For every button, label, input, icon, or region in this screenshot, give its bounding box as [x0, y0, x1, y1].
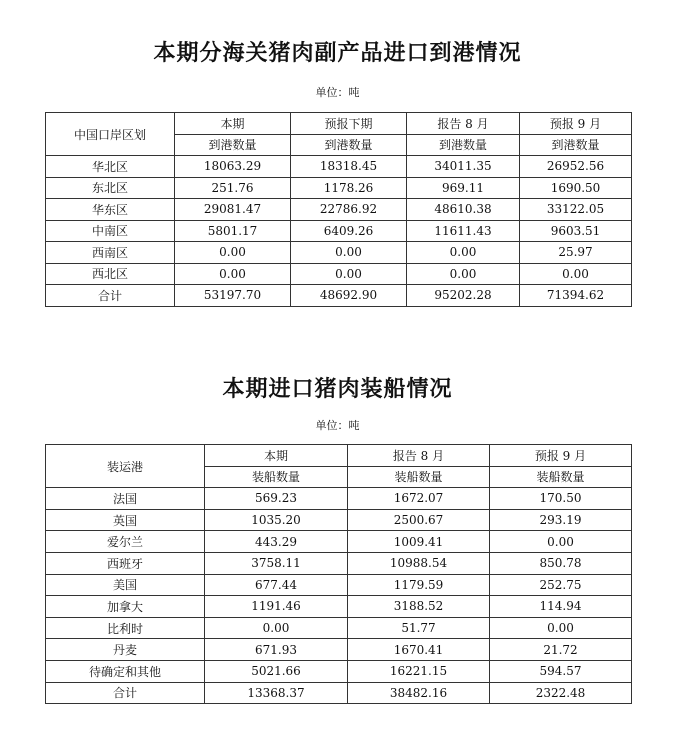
row-label: 加拿大 [46, 596, 205, 618]
arrival-table [45, 112, 632, 307]
value-cell: 13368.37 [205, 682, 348, 704]
row-label: 丹麦 [46, 639, 205, 661]
value-cell: 16221.15 [348, 660, 490, 682]
table-row [46, 509, 632, 531]
value-cell: 1690.50 [520, 177, 632, 199]
col-forecast-sep-header: 预报 9 月 [520, 113, 632, 135]
value-cell: 0.00 [407, 263, 520, 285]
value-cell: 10988.54 [348, 552, 490, 574]
sub-header: 到港数量 [520, 134, 632, 156]
table-row [46, 177, 632, 199]
row-label: 合计 [46, 285, 175, 307]
col-report-aug-header: 报告 8 月 [407, 113, 520, 135]
col-forecast-sep-header: 预报 9 月 [490, 445, 632, 467]
value-cell: 1178.26 [291, 177, 407, 199]
table-row [46, 660, 632, 682]
value-cell: 252.75 [490, 574, 632, 596]
value-cell: 0.00 [175, 263, 291, 285]
sub-header: 装船数量 [490, 466, 632, 488]
shipment-title: 本期进口猪肉装船情况 [222, 377, 453, 402]
value-cell: 29081.47 [175, 199, 291, 221]
value-cell: 114.94 [490, 596, 632, 618]
table-row [46, 263, 632, 285]
value-cell: 22786.92 [291, 199, 407, 221]
value-cell: 677.44 [205, 574, 348, 596]
value-cell: 3188.52 [348, 596, 490, 618]
sub-header: 装船数量 [205, 466, 348, 488]
value-cell: 38482.16 [348, 682, 490, 704]
row-label: 待确定和其他 [46, 660, 205, 682]
value-cell: 2500.67 [348, 509, 490, 531]
value-cell: 1035.20 [205, 509, 348, 531]
value-cell: 33122.05 [520, 199, 632, 221]
value-cell: 48692.90 [291, 285, 407, 307]
row-label: 东北区 [46, 177, 175, 199]
value-cell: 170.50 [490, 488, 632, 510]
value-cell: 293.19 [490, 509, 632, 531]
row-label: 西南区 [46, 242, 175, 264]
value-cell: 3758.11 [205, 552, 348, 574]
value-cell: 34011.35 [407, 156, 520, 178]
col-current-header: 本期 [205, 445, 348, 467]
row-label: 中南区 [46, 220, 175, 242]
table-row [46, 199, 632, 221]
row-label: 美国 [46, 574, 205, 596]
value-cell: 48610.38 [407, 199, 520, 221]
value-cell: 18063.29 [175, 156, 291, 178]
value-cell: 251.76 [175, 177, 291, 199]
value-cell: 1672.07 [348, 488, 490, 510]
value-cell: 594.57 [490, 660, 632, 682]
value-cell: 6409.26 [291, 220, 407, 242]
row-label: 华东区 [46, 199, 175, 221]
sub-header: 装船数量 [348, 466, 490, 488]
value-cell: 11611.43 [407, 220, 520, 242]
value-cell: 0.00 [175, 242, 291, 264]
value-cell: 25.97 [520, 242, 632, 264]
sub-header: 到港数量 [175, 134, 291, 156]
row-label: 英国 [46, 509, 205, 531]
row-label: 华北区 [46, 156, 175, 178]
value-cell: 5021.66 [205, 660, 348, 682]
value-cell: 5801.17 [175, 220, 291, 242]
row-label: 法国 [46, 488, 205, 510]
arrival-title: 本期分海关猪肉副产品进口到港情况 [153, 41, 522, 66]
value-cell: 0.00 [291, 263, 407, 285]
row-label: 西班牙 [46, 552, 205, 574]
value-cell: 850.78 [490, 552, 632, 574]
col-current-header: 本期 [175, 113, 291, 135]
table-row [46, 220, 632, 242]
value-cell: 0.00 [490, 617, 632, 639]
value-cell: 0.00 [205, 617, 348, 639]
table-row [46, 639, 632, 661]
value-cell: 71394.62 [520, 285, 632, 307]
value-cell: 21.72 [490, 639, 632, 661]
sub-header: 到港数量 [407, 134, 520, 156]
value-cell: 2322.48 [490, 682, 632, 704]
value-cell: 0.00 [490, 531, 632, 553]
value-cell: 671.93 [205, 639, 348, 661]
row-label: 西北区 [46, 263, 175, 285]
col-report-aug-header: 报告 8 月 [348, 445, 490, 467]
value-cell: 969.11 [407, 177, 520, 199]
value-cell: 95202.28 [407, 285, 520, 307]
value-cell: 51.77 [348, 617, 490, 639]
table-row [46, 617, 632, 639]
region-column-header: 中国口岸区划 [46, 113, 175, 156]
table-row [46, 242, 632, 264]
table-row [46, 596, 632, 618]
row-label: 合计 [46, 682, 205, 704]
table-row [46, 682, 632, 704]
value-cell: 0.00 [407, 242, 520, 264]
value-cell: 0.00 [520, 263, 632, 285]
table-row [46, 531, 632, 553]
shipment-unit-label: 单位：吨 [315, 419, 360, 432]
value-cell: 569.23 [205, 488, 348, 510]
arrival-unit-label: 单位：吨 [315, 86, 360, 99]
value-cell: 443.29 [205, 531, 348, 553]
value-cell: 9603.51 [520, 220, 632, 242]
table-row [46, 156, 632, 178]
row-label: 比利时 [46, 617, 205, 639]
sub-header: 到港数量 [291, 134, 407, 156]
row-label: 爱尔兰 [46, 531, 205, 553]
value-cell: 1670.41 [348, 639, 490, 661]
table-row [46, 285, 632, 307]
value-cell: 1179.59 [348, 574, 490, 596]
value-cell: 1009.41 [348, 531, 490, 553]
col-forecast-next-header: 预报下期 [291, 113, 407, 135]
value-cell: 26952.56 [520, 156, 632, 178]
shipment-table [45, 444, 632, 704]
table-row [46, 488, 632, 510]
port-column-header: 装运港 [46, 445, 205, 488]
table-row [46, 574, 632, 596]
value-cell: 1191.46 [205, 596, 348, 618]
value-cell: 18318.45 [291, 156, 407, 178]
value-cell: 53197.70 [175, 285, 291, 307]
value-cell: 0.00 [291, 242, 407, 264]
table-row [46, 552, 632, 574]
